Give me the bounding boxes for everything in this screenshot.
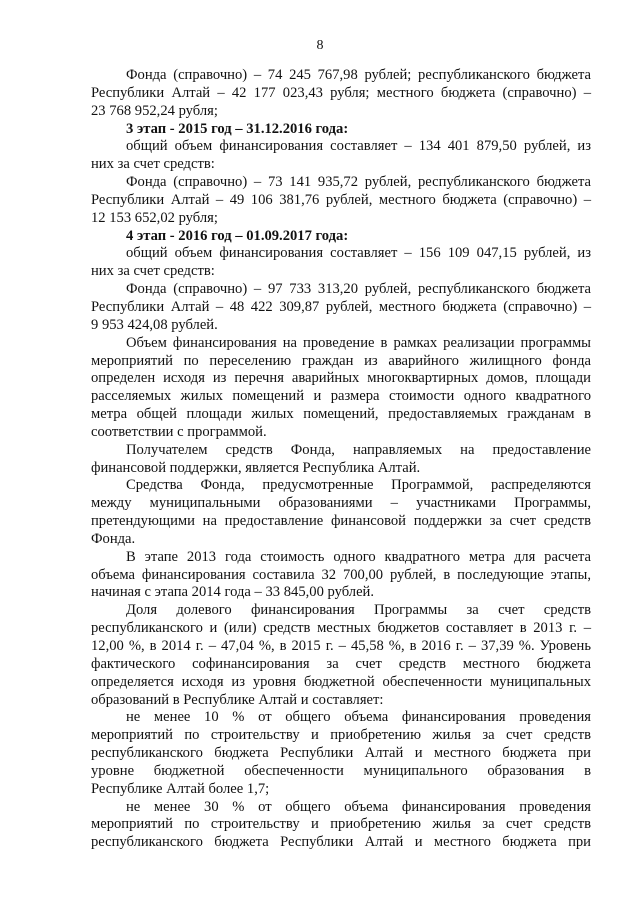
text-line: 12 153 652,02 рубля; xyxy=(91,209,218,226)
document-body xyxy=(91,67,591,852)
text-line: определяется исходя из уровня бюджетной обеспеченности муниципальных xyxy=(91,673,591,690)
text-line: начиная с этапа 2014 года – 33 845,00 рублей. xyxy=(91,584,375,601)
text-line: Фонда (справочно) – 97 733 313,20 рублей, республиканского бюджета xyxy=(126,281,591,298)
text-line: между муниципальными образованиями – участниками Программы, xyxy=(91,495,591,512)
page-number: 8 xyxy=(316,38,324,53)
text-line: соответствии с программой. xyxy=(91,423,267,440)
text-line: Фонда. xyxy=(91,530,136,547)
text-line: мероприятий по строительству и приобретению жилья за счет средств xyxy=(91,727,591,744)
text-line: Республике Алтай более 1,7; xyxy=(91,780,270,797)
text-line: Фонда (справочно) – 73 141 935,72 рублей, республиканского бюджета xyxy=(126,174,591,191)
text-line: 9 953 424,08 рублей. xyxy=(91,316,218,333)
text-line: 23 768 952,24 рубля; xyxy=(91,102,218,119)
text-line: республиканского бюджета Республики Алтай и местного бюджета при xyxy=(91,834,591,851)
text-line: них за счет средств: xyxy=(91,156,215,173)
section-heading: 4 этап - 2016 год – 01.09.2017 года: xyxy=(126,227,349,244)
text-line: не менее 30 % от общего объема финансирования проведения xyxy=(126,798,591,815)
text-line: Республики Алтай – 49 106 381,76 рублей, местного бюджета (справочно) – xyxy=(91,191,591,208)
text-line: Получателем средств Фонда, направляемых на предоставление xyxy=(126,441,591,458)
text-line: мероприятий по переселению граждан из аварийного жилищного фонда xyxy=(91,352,591,369)
text-line: расселяемых жилых помещений и размера стоимости одного квадратного xyxy=(91,388,591,405)
text-line: финансовой поддержки, является Республика Алтай. xyxy=(91,459,421,476)
text-line: определен исходя из перечня аварийных многоквартирных домов, площади xyxy=(91,370,591,387)
text-line: Доля долевого финансирования Программы за счет средств xyxy=(126,602,591,619)
text-line: республиканского бюджета Республики Алтай и местного бюджета при xyxy=(91,745,591,762)
text-line: претендующими на предоставление финансовой поддержки за счет средств xyxy=(91,513,591,530)
text-line: республиканского и (или) средств местных бюджетов составляет в 2013 г. – xyxy=(91,620,591,637)
text-line: 12,00 %, в 2014 г. – 47,04 %, в 2015 г. – 45,58 %, в 2016 г. – 37,39 %. Уровень xyxy=(91,638,591,654)
section-heading: 3 этап - 2015 год – 31.12.2016 года: xyxy=(126,120,349,137)
text-line: уровне бюджетной обеспеченности муниципального образования в xyxy=(91,762,591,779)
text-line: метра общей площади жилых помещений, предоставляемых гражданам в xyxy=(91,406,591,423)
text-line: общий объем финансирования составляет – 134 401 879,50 рублей, из xyxy=(126,138,591,155)
text-line: фактического софинансирования за счет средств местного бюджета xyxy=(91,655,591,672)
text-line: образований в Республике Алтай и составляет: xyxy=(91,691,384,708)
text-line: объема финансирования составила 32 700,00 рублей, в последующие этапы, xyxy=(91,566,591,583)
text-line: Фонда (справочно) – 74 245 767,98 рублей; республиканского бюджета xyxy=(126,67,591,83)
text-line: В этапе 2013 года стоимость одного квадратного метра для расчета xyxy=(126,548,591,565)
text-line: Средства Фонда, предусмотренные Программой, распределяются xyxy=(126,477,591,494)
text-line: Объем финансирования на проведение в рамках реализации программы xyxy=(126,334,591,351)
text-line: мероприятий по строительству и приобретению жилья за счет средств xyxy=(91,816,591,833)
text-line: общий объем финансирования составляет – 156 109 047,15 рублей, из xyxy=(126,245,591,262)
text-line: Республики Алтай – 42 177 023,43 рубля; местного бюджета (справочно) – xyxy=(91,84,591,101)
text-line: них за счет средств: xyxy=(91,263,215,280)
text-line: не менее 10 % от общего объема финансирования проведения xyxy=(126,709,591,726)
text-line: Республики Алтай – 48 422 309,87 рублей, местного бюджета (справочно) – xyxy=(91,298,591,315)
